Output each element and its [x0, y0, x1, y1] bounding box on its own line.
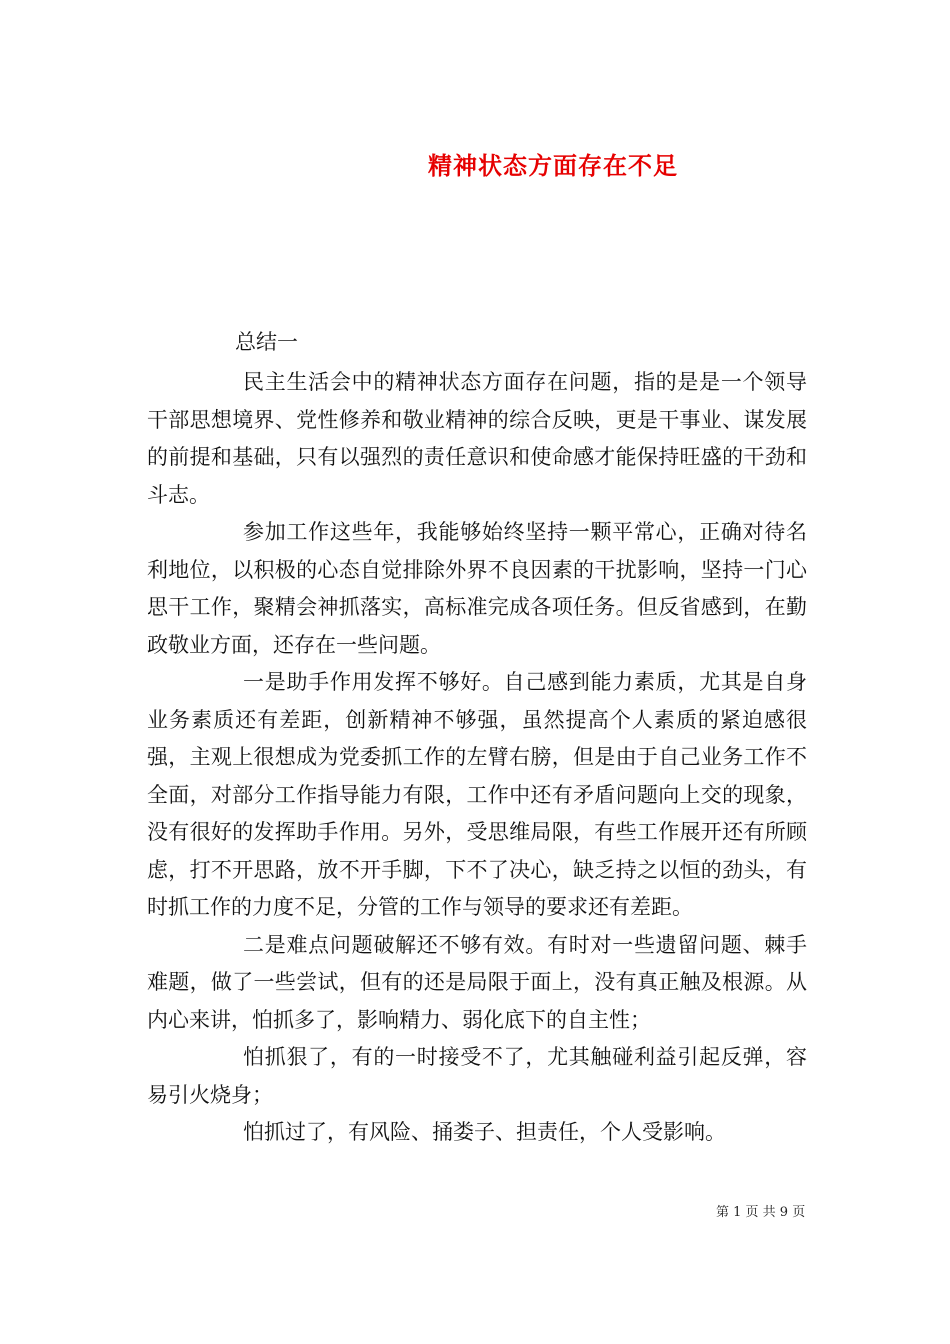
paragraph-concern-one: 怕抓狠了，有的一时接受不了，尤其触碰利益引起反弹，容易引火烧身；	[147, 1045, 807, 1107]
document-title: 精神状态方面存在不足	[428, 151, 678, 181]
page-number: 第 1 页 共 9 页	[716, 1205, 806, 1220]
paragraph-issue-two: 二是难点问题破解还不够有效。有时对一些遗留问题、棘手难题，做了一些尝试，但有的还是局限于面上，没有真正触及根源。从内心来讲，怕抓多了，影响精力、弱化底下的自主性；	[147, 932, 807, 1032]
paragraph-intro: 民主生活会中的精神状态方面存在问题，指的是是一个领导干部思想境界、党性修养和敬业精神的综合反映，更是干事业、谋发展的前提和基础，只有以强烈的责任意识和使命感才能保持旺盛的干劲和斗志。	[147, 370, 807, 507]
paragraph-issue-one: 一是助手作用发挥不够好。自己感到能力素质，尤其是自身业务素质还有差距，创新精神不够强，虽然提高个人素质的紧迫感很强，主观上很想成为党委抓工作的左臂右膀，但是由于自己业务工作不全面，对部分工作指导能力有限，工作中还有矛盾问题向上交的现象，没有很好的发挥助手作用。另外，受思维局限，有些工作展开还有所顾虑，打不开思路，放不开手脚，下不了决心，缺乏持之以恒的劲头，有时抓工作的力度不足，分管的工作与领导的要求还有差距。	[147, 670, 807, 919]
paragraph-concern-two: 怕抓过了，有风险、捅娄子、担责任，个人受影响。	[243, 1120, 726, 1144]
paragraph-self-review: 参加工作这些年，我能够始终坚持一颗平常心，正确对待名利地位，以积极的心态自觉排除外界不良因素的干扰影响，坚持一门心思干工作，聚精会神抓落实，高标准完成各项任务。但反省感到，在勤政敬业方面，还存在一些问题。	[147, 520, 807, 657]
document-body	[147, 326, 807, 1152]
section-label: 总结一	[235, 330, 298, 354]
